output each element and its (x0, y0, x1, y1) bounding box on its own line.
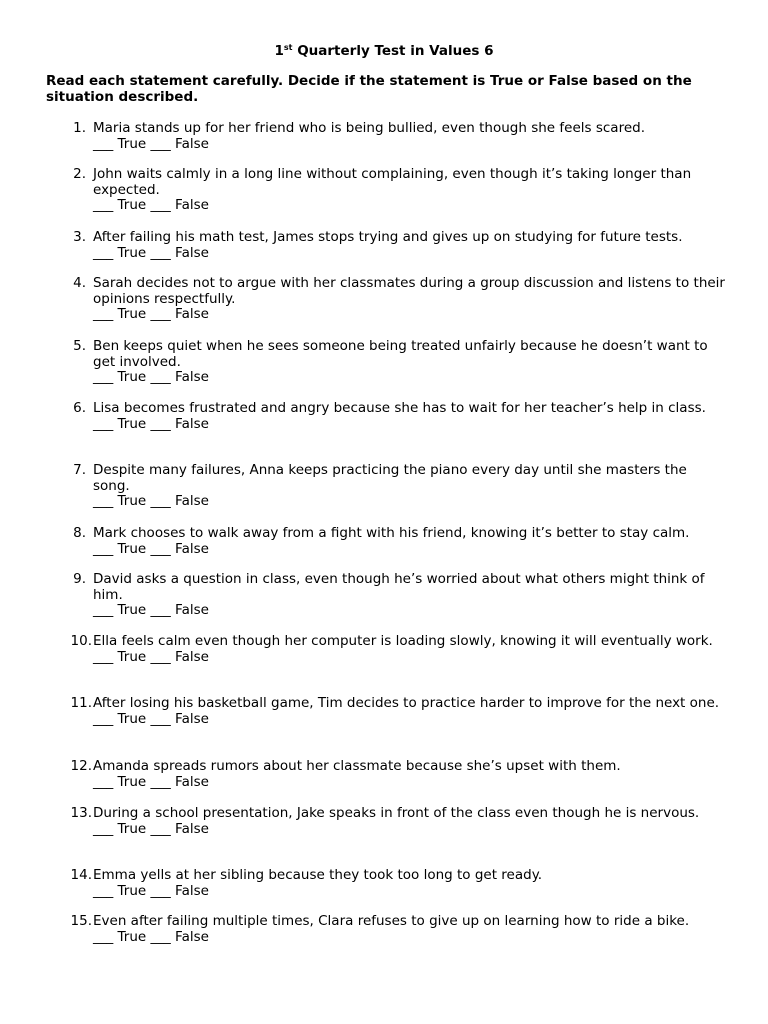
answer-choices: ___ True ___ False (93, 648, 209, 665)
question-number: 4. (73, 275, 86, 291)
answer-choices: ___ True ___ False (93, 773, 209, 790)
question-statement: Maria stands up for her friend who is being bullied, even though she feels scared. (93, 120, 645, 136)
question-item (0, 572, 768, 619)
question-item (0, 868, 768, 899)
question-statement: Ella feels calm even though her computer is loading slowly, knowing it will eventually work. (93, 633, 713, 649)
answer-choices: ___ True ___ False (93, 197, 209, 214)
question-statement: Mark chooses to walk away from a fight with his friend, knowing it’s better to stay calm. (93, 525, 690, 541)
answer-choices: ___ True ___ False (93, 820, 209, 837)
question-item (0, 463, 768, 510)
question-statement: During a school presentation, Jake speaks in front of the class even though he is nervous. (93, 805, 700, 821)
question-statement: Lisa becomes frustrated and angry because she has to wait for her teacher’s help in class. (93, 400, 706, 416)
question-statement: Even after failing multiple times, Clara refuses to give up on learning how to ride a bike. (93, 913, 690, 929)
question-statement: Sarah decides not to argue with her classmates during a group discussion and listens to their opinions respectfully. (93, 275, 725, 307)
answer-choices: ___ True ___ False (93, 882, 209, 899)
answer-choices: ___ True ___ False (93, 710, 209, 727)
answer-choices: ___ True ___ False (93, 540, 209, 557)
question-number: 1. (73, 120, 86, 136)
question-number: 5. (73, 338, 86, 354)
question-number: 14. (70, 867, 92, 883)
title-ordinal: 1 (274, 43, 284, 59)
question-number: 12. (70, 758, 92, 774)
answer-choices: ___ True ___ False (93, 493, 209, 510)
question-number: 11. (70, 695, 92, 711)
answer-choices: ___ True ___ False (93, 928, 209, 945)
instructions: Read each statement carefully. Decide if the statement is True or False based on the situation described. (46, 73, 692, 105)
question-item (0, 806, 768, 837)
question-item (0, 914, 768, 945)
question-item (0, 276, 768, 323)
question-item (0, 759, 768, 790)
title-ordinal-suffix: st (283, 43, 293, 52)
question-number: 3. (73, 229, 86, 245)
question-statement: Despite many failures, Anna keeps practicing the piano every day until she masters the song. (93, 462, 687, 494)
question-statement: Amanda spreads rumors about her classmate because she’s upset with them. (93, 758, 621, 774)
question-item (0, 121, 768, 152)
question-number: 13. (70, 805, 92, 821)
page-title (0, 42, 768, 60)
question-number: 2. (73, 166, 86, 182)
question-statement: John waits calmly in a long line without complaining, even though it’s taking longer than expected. (93, 166, 692, 198)
question-number: 7. (73, 462, 86, 478)
question-statement: David asks a question in class, even though he’s worried about what others might think of him. (93, 571, 705, 603)
question-item (0, 339, 768, 386)
question-number: 15. (70, 913, 92, 929)
question-item (0, 401, 768, 432)
answer-choices: ___ True ___ False (93, 135, 209, 152)
answer-choices: ___ True ___ False (93, 244, 209, 261)
answer-choices: ___ True ___ False (93, 415, 209, 432)
title-text: Quarterly Test in Values 6 (292, 43, 494, 59)
answer-choices: ___ True ___ False (93, 306, 209, 323)
question-number: 10. (70, 633, 92, 649)
question-statement: After losing his basketball game, Tim decides to practice harder to improve for the next one. (93, 695, 720, 711)
question-number: 6. (73, 400, 86, 416)
question-item (0, 696, 768, 727)
question-statement: Ben keeps quiet when he sees someone being treated unfairly because he doesn’t want to get involved. (93, 338, 708, 370)
question-statement: After failing his math test, James stops trying and gives up on studying for future tests. (93, 229, 683, 245)
question-item (0, 230, 768, 261)
question-item (0, 634, 768, 665)
question-statement: Emma yells at her sibling because they took too long to get ready. (93, 867, 543, 883)
question-item (0, 167, 768, 214)
question-number: 8. (73, 525, 86, 541)
answer-choices: ___ True ___ False (93, 602, 209, 619)
question-number: 9. (73, 571, 86, 587)
answer-choices: ___ True ___ False (93, 369, 209, 386)
question-item (0, 526, 768, 557)
